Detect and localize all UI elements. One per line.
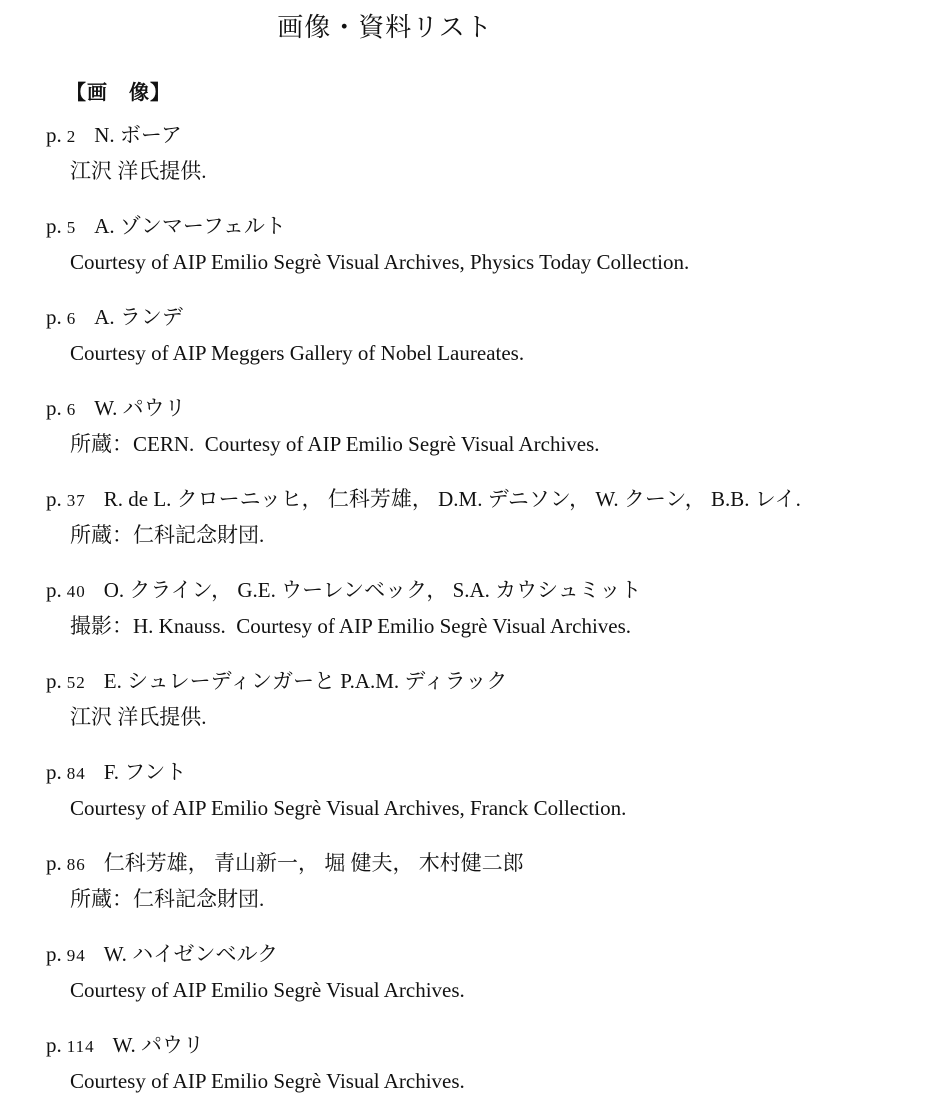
entry-subject: O. クライン， G.E. ウーレンベック， S.A. カウシュミット — [103, 578, 642, 602]
page-ref-number: 52 — [66, 673, 86, 692]
entry-credit: 所蔵：仁科記念財団. — [70, 523, 265, 547]
entry-subject: R. de L. クローニッヒ， 仁科芳雄， D.M. デニソン， W. クーン， B.B. レイ. — [103, 487, 801, 511]
entry-heading — [46, 937, 939, 973]
entry-subject: E. シュレーディンガーと P.A.M. ディラック — [103, 669, 508, 693]
page-ref-number: 114 — [66, 1037, 95, 1056]
entry-credit: Courtesy of AIP Emilio Segrè Visual Archives. — [70, 1069, 465, 1093]
entry-heading — [46, 846, 939, 882]
entry-heading — [46, 755, 939, 791]
list-item — [46, 937, 939, 1008]
page-ref-prefix: p. — [46, 669, 62, 693]
page-ref-prefix: p. — [46, 123, 62, 147]
entry-list — [46, 118, 939, 1099]
page-ref-number: 6 — [66, 400, 77, 419]
entry-heading — [46, 1028, 939, 1064]
entry-subject: A. ランデ — [94, 305, 183, 329]
entry-credit: 撮影：H. Knauss. Courtesy of AIP Emilio Segrè Visual Archives. — [70, 614, 632, 638]
page-ref-number: 2 — [66, 127, 77, 146]
entry-subject: W. ハイゼンベルク — [103, 942, 279, 966]
list-item — [46, 300, 939, 371]
page-ref-prefix: p. — [46, 487, 62, 511]
list-item — [46, 118, 939, 189]
page-ref-prefix: p. — [46, 578, 62, 602]
page-ref-number: 40 — [66, 582, 86, 601]
entry-subject: N. ボーア — [94, 123, 182, 147]
entry-credit: 所蔵：CERN. Courtesy of AIP Emilio Segrè Visual Archives. — [70, 432, 600, 456]
entry-heading — [46, 664, 939, 700]
entry-credit: Courtesy of AIP Emilio Segrè Visual Archives, Physics Today Collection. — [70, 250, 690, 274]
page-ref-number: 94 — [66, 946, 86, 965]
page-ref-prefix: p. — [46, 1033, 62, 1057]
list-item — [46, 573, 939, 644]
entry-heading — [46, 391, 939, 427]
page-ref-number: 86 — [66, 855, 86, 874]
page-ref-prefix: p. — [46, 396, 62, 420]
list-item — [46, 664, 939, 735]
entry-credit: 江沢 洋氏提供. — [70, 705, 207, 729]
entry-subject: A. ゾンマーフェルト — [94, 214, 286, 238]
entry-subject: F. フント — [103, 760, 187, 784]
page-ref-number: 6 — [66, 309, 77, 328]
page-ref-prefix: p. — [46, 305, 62, 329]
entry-heading — [46, 482, 939, 518]
page-ref-number: 84 — [66, 764, 86, 783]
page-ref-prefix: p. — [46, 851, 62, 875]
entry-subject: W. パウリ — [112, 1033, 205, 1057]
section-heading: 【画 像】 — [66, 82, 171, 104]
entry-credit: 江沢 洋氏提供. — [70, 159, 207, 183]
entry-credit: 所蔵：仁科記念財団. — [70, 887, 265, 911]
page-ref-number: 5 — [66, 218, 77, 237]
page-title: 画像・資料リスト — [277, 13, 493, 42]
list-item — [46, 209, 939, 280]
entry-heading — [46, 300, 939, 336]
list-item — [46, 755, 939, 826]
entry-heading — [46, 573, 939, 609]
entry-credit: Courtesy of AIP Emilio Segrè Visual Archives, Franck Collection. — [70, 796, 627, 820]
entry-credit: Courtesy of AIP Emilio Segrè Visual Archives. — [70, 978, 465, 1002]
page-ref-number: 37 — [66, 491, 86, 510]
entry-heading — [46, 209, 939, 245]
page-ref-prefix: p. — [46, 214, 62, 238]
page-ref-prefix: p. — [46, 942, 62, 966]
entry-subject: W. パウリ — [94, 396, 186, 420]
page-ref-prefix: p. — [46, 760, 62, 784]
list-item — [46, 391, 939, 462]
list-item — [46, 482, 939, 553]
entry-subject: 仁科芳雄， 青山新一， 堀 健夫， 木村健二郎 — [103, 851, 524, 875]
list-item — [46, 846, 939, 917]
entry-credit: Courtesy of AIP Meggers Gallery of Nobel Laureates. — [70, 341, 525, 365]
entry-heading — [46, 118, 939, 154]
list-item — [46, 1028, 939, 1099]
